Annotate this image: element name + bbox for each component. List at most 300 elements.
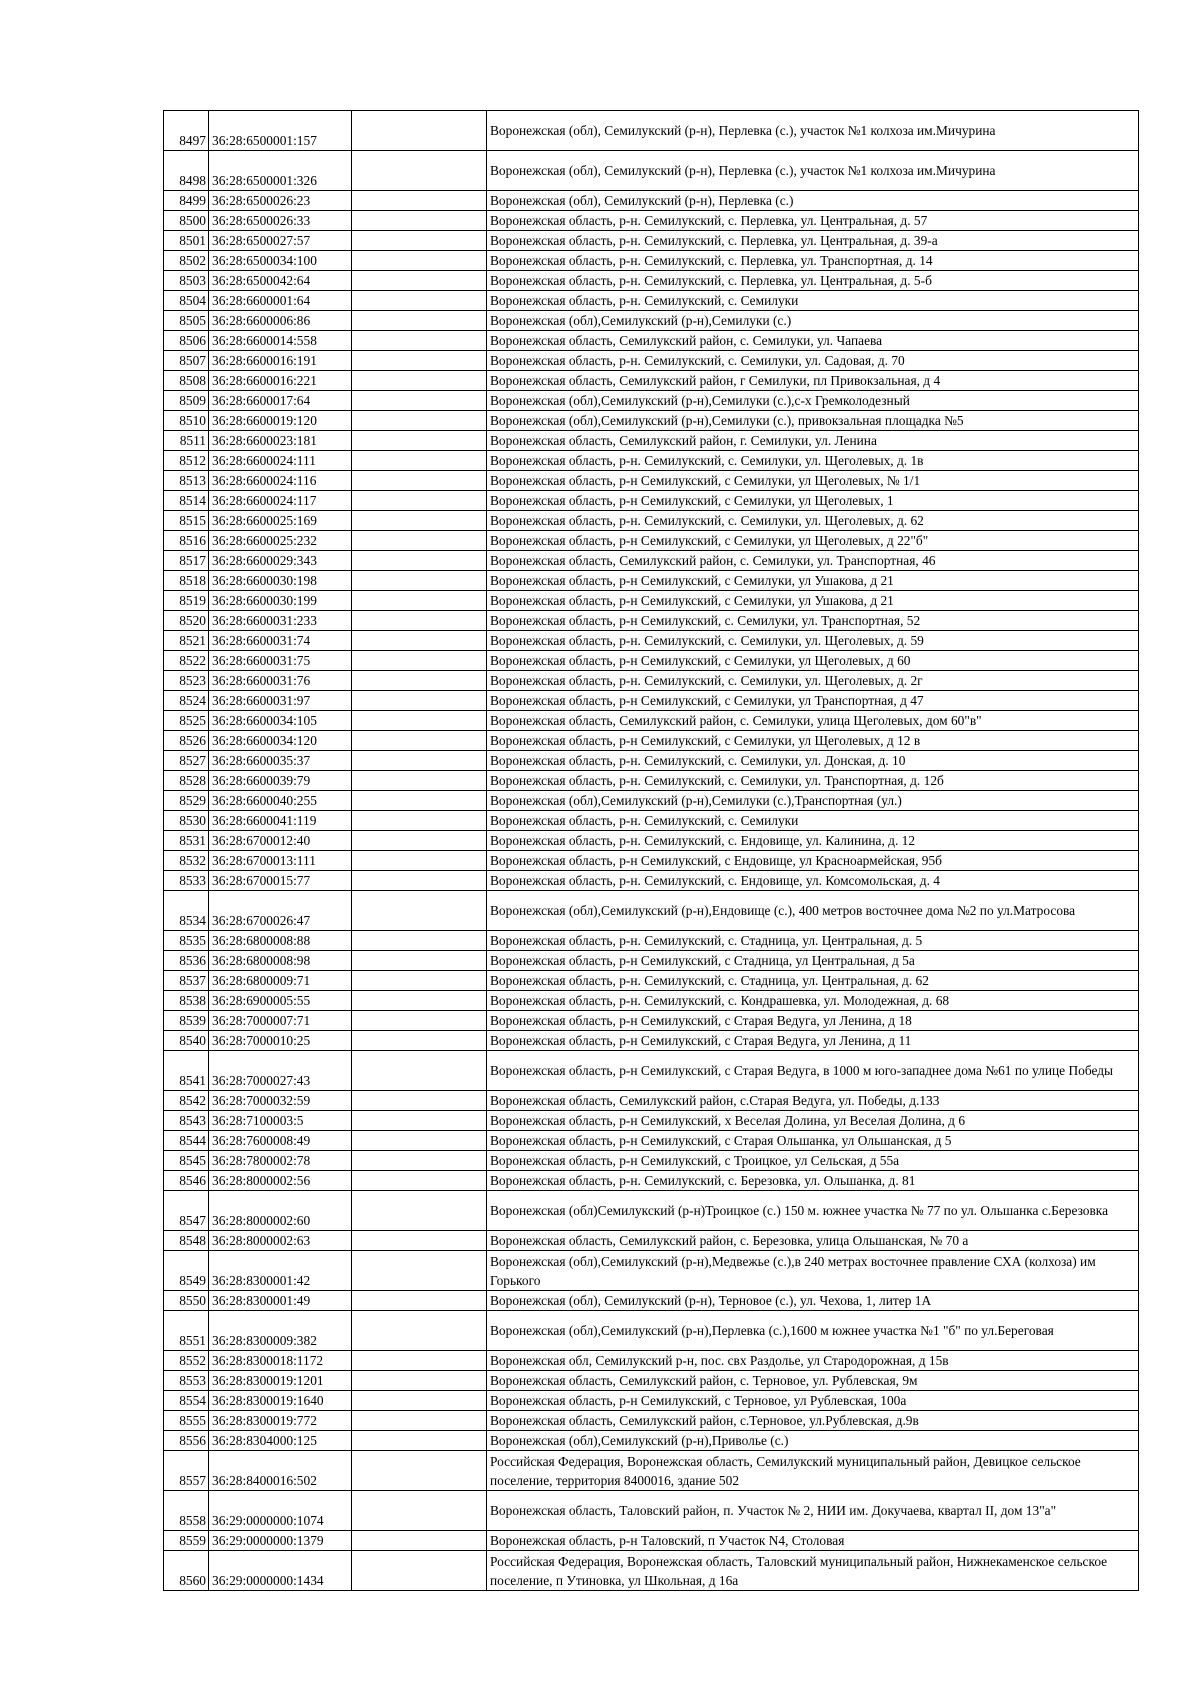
cadastral-number: 36:28:6600019:120 — [209, 411, 352, 431]
row-number: 8526 — [164, 731, 209, 751]
empty-cell — [352, 451, 487, 471]
empty-cell — [352, 891, 487, 931]
row-number: 8556 — [164, 1431, 209, 1451]
table-row — [164, 1311, 1139, 1351]
address: Воронежская область, р-н. Семилукский, с. Стадница, ул. Центральная, д. 5 — [487, 931, 1139, 951]
row-number: 8537 — [164, 971, 209, 991]
address: Воронежская область, Семилукский район, с. Семилуки, ул. Чапаева — [487, 331, 1139, 351]
cadastral-number: 36:28:6500026:33 — [209, 211, 352, 231]
cadastral-number: 36:28:6600016:191 — [209, 351, 352, 371]
empty-cell — [352, 771, 487, 791]
table-row — [164, 251, 1139, 271]
cadastral-number: 36:28:6600031:75 — [209, 651, 352, 671]
cadastral-number: 36:28:8000002:63 — [209, 1231, 352, 1251]
row-number: 8550 — [164, 1291, 209, 1311]
row-number: 8504 — [164, 291, 209, 311]
table-row — [164, 371, 1139, 391]
address: Воронежская область, р-н Семилукский, с Семилуки, ул Транспортная, д 47 — [487, 691, 1139, 711]
row-number: 8543 — [164, 1111, 209, 1131]
table-row — [164, 1231, 1139, 1251]
address: Воронежская область, р-н Семилукский, с Троицкое, ул Сельская, д 55а — [487, 1151, 1139, 1171]
cadastral-number: 36:28:6600025:232 — [209, 531, 352, 551]
empty-cell — [352, 1231, 487, 1251]
table-row — [164, 891, 1139, 931]
table-row — [164, 111, 1139, 151]
cadastral-number: 36:28:6600001:64 — [209, 291, 352, 311]
empty-cell — [352, 1151, 487, 1171]
empty-cell — [352, 1131, 487, 1151]
empty-cell — [352, 1311, 487, 1351]
row-number: 8528 — [164, 771, 209, 791]
empty-cell — [352, 691, 487, 711]
empty-cell — [352, 391, 487, 411]
row-number: 8497 — [164, 111, 209, 151]
row-number: 8540 — [164, 1031, 209, 1051]
cadastral-number: 36:28:6500001:157 — [209, 111, 352, 151]
address: Воронежская область, Семилукский район, г. Семилуки, ул. Ленина — [487, 431, 1139, 451]
cadastral-number: 36:28:6500042:64 — [209, 271, 352, 291]
table-row — [164, 531, 1139, 551]
cadastral-number: 36:28:6600017:64 — [209, 391, 352, 411]
empty-cell — [352, 1351, 487, 1371]
table-row — [164, 691, 1139, 711]
address: Воронежская область, р-н. Семилукский, с. Перлевка, ул. Центральная, д. 39-а — [487, 231, 1139, 251]
empty-cell — [352, 831, 487, 851]
cadastral-number: 36:28:8000002:56 — [209, 1171, 352, 1191]
cadastral-number: 36:28:6600030:199 — [209, 591, 352, 611]
cadastral-number: 36:28:6700015:77 — [209, 871, 352, 891]
cadastral-number: 36:28:6600024:117 — [209, 491, 352, 511]
row-number: 8551 — [164, 1311, 209, 1351]
table-row — [164, 1371, 1139, 1391]
address: Воронежская (обл),Семилукский (р-н),Приволье (с.) — [487, 1431, 1139, 1451]
table-row — [164, 551, 1139, 571]
table-row — [164, 1531, 1139, 1551]
empty-cell — [352, 1291, 487, 1311]
row-number: 8502 — [164, 251, 209, 271]
address: Воронежская область, Семилукский район, г Семилуки, пл Привокзальная, д 4 — [487, 371, 1139, 391]
cadastral-number: 36:28:7800002:78 — [209, 1151, 352, 1171]
table-row — [164, 1491, 1139, 1531]
empty-cell — [352, 1551, 487, 1591]
row-number: 8530 — [164, 811, 209, 831]
row-number: 8510 — [164, 411, 209, 431]
empty-cell — [352, 511, 487, 531]
row-number: 8520 — [164, 611, 209, 631]
row-number: 8547 — [164, 1191, 209, 1231]
address: Воронежская область, р-н. Семилукский, с. Семилуки, ул. Садовая, д. 70 — [487, 351, 1139, 371]
row-number: 8500 — [164, 211, 209, 231]
table-row — [164, 1191, 1139, 1231]
empty-cell — [352, 751, 487, 771]
empty-cell — [352, 351, 487, 371]
row-number: 8554 — [164, 1391, 209, 1411]
row-number: 8541 — [164, 1051, 209, 1091]
row-number: 8513 — [164, 471, 209, 491]
empty-cell — [352, 1451, 487, 1491]
table-row — [164, 931, 1139, 951]
row-number: 8524 — [164, 691, 209, 711]
row-number: 8553 — [164, 1371, 209, 1391]
address: Воронежская область, р-н. Семилукский, с. Перлевка, ул. Транспортная, д. 14 — [487, 251, 1139, 271]
empty-cell — [352, 671, 487, 691]
address: Воронежская область, р-н. Семилукский, с. Семилуки, ул. Щеголевых, д. 62 — [487, 511, 1139, 531]
empty-cell — [352, 1051, 487, 1091]
address: Воронежская область, р-н Семилукский, с Старая Ведуга, ул Ленина, д 11 — [487, 1031, 1139, 1051]
cadastral-number: 36:28:6600031:97 — [209, 691, 352, 711]
cadastral-number: 36:28:6600024:116 — [209, 471, 352, 491]
row-number: 8508 — [164, 371, 209, 391]
table-row — [164, 1011, 1139, 1031]
table-row — [164, 671, 1139, 691]
empty-cell — [352, 191, 487, 211]
address: Воронежская область, Семилукский район, с. Семилуки, ул. Транспортная, 46 — [487, 551, 1139, 571]
table-row — [164, 1431, 1139, 1451]
address: Воронежская (обл), Семилукский (р-н), Перлевка (с.), участок №1 колхоза им.Мичурина — [487, 151, 1139, 191]
empty-cell — [352, 991, 487, 1011]
cadastral-number: 36:28:8300018:1172 — [209, 1351, 352, 1371]
cadastral-number: 36:28:6900005:55 — [209, 991, 352, 1011]
row-number: 8559 — [164, 1531, 209, 1551]
address: Воронежская область, р-н. Семилукский, с. Перлевка, ул. Центральная, д. 5-б — [487, 271, 1139, 291]
address: Воронежская область, р-н. Семилукский, с. Семилуки, ул. Щеголевых, д. 2г — [487, 671, 1139, 691]
row-number: 8522 — [164, 651, 209, 671]
address: Воронежская область, р-н Семилукский, с Семилуки, ул Щеголевых, № 1/1 — [487, 471, 1139, 491]
address: Воронежская область, р-н Семилукский, с Семилуки, ул Щеголевых, д 12 в — [487, 731, 1139, 751]
cadastral-number: 36:28:8300001:49 — [209, 1291, 352, 1311]
address: Воронежская (обл),Семилукский (р-н),Семилуки (с.),с-х Гремколодезный — [487, 391, 1139, 411]
row-number: 8505 — [164, 311, 209, 331]
row-number: 8552 — [164, 1351, 209, 1371]
table-row — [164, 1051, 1139, 1091]
address: Воронежская область, р-н. Семилукский, с. Семилуки — [487, 291, 1139, 311]
table-row — [164, 1131, 1139, 1151]
address: Воронежская область, р-н Семилукский, с Терновое, ул Рублевская, 100а — [487, 1391, 1139, 1411]
address: Воронежская (обл),Семилукский (р-н),Медвежье (с.),в 240 метрах восточнее правление СХА (колхоза) им Горького — [487, 1251, 1139, 1291]
table-row — [164, 471, 1139, 491]
empty-cell — [352, 431, 487, 451]
cadastral-number: 36:28:6800008:98 — [209, 951, 352, 971]
cadastral-number: 36:28:6600031:76 — [209, 671, 352, 691]
cadastral-number: 36:28:6600039:79 — [209, 771, 352, 791]
cadastral-number: 36:28:6600024:111 — [209, 451, 352, 471]
cadastral-number: 36:28:7000032:59 — [209, 1091, 352, 1111]
empty-cell — [352, 851, 487, 871]
cadastral-number: 36:28:6500001:326 — [209, 151, 352, 191]
row-number: 8512 — [164, 451, 209, 471]
row-number: 8501 — [164, 231, 209, 251]
cadastral-number: 36:28:6600030:198 — [209, 571, 352, 591]
empty-cell — [352, 931, 487, 951]
row-number: 8539 — [164, 1011, 209, 1031]
cadastral-number: 36:28:6600014:558 — [209, 331, 352, 351]
empty-cell — [352, 371, 487, 391]
address: Воронежская (обл), Семилукский (р-н), Перлевка (с.) — [487, 191, 1139, 211]
cadastral-number: 36:29:0000000:1434 — [209, 1551, 352, 1591]
address: Воронежская (обл),Семилукский (р-н),Перлевка (с.),1600 м южнее участка №1 "б" по ул.Береговая — [487, 1311, 1139, 1351]
address: Воронежская область, р-н Семилукский, с Семилуки, ул Щеголевых, д 60 — [487, 651, 1139, 671]
empty-cell — [352, 871, 487, 891]
empty-cell — [352, 711, 487, 731]
row-number: 8516 — [164, 531, 209, 551]
empty-cell — [352, 531, 487, 551]
table-row — [164, 591, 1139, 611]
row-number: 8555 — [164, 1411, 209, 1431]
address: Воронежская область, р-н Семилукский, с Семилуки, ул Щеголевых, 1 — [487, 491, 1139, 511]
cadastral-number: 36:28:8300019:1640 — [209, 1391, 352, 1411]
empty-cell — [352, 271, 487, 291]
empty-cell — [352, 311, 487, 331]
table-row — [164, 1451, 1139, 1491]
cadastral-number: 36:29:0000000:1074 — [209, 1491, 352, 1531]
row-number: 8535 — [164, 931, 209, 951]
cadastral-number: 36:28:6800008:88 — [209, 931, 352, 951]
table-row — [164, 811, 1139, 831]
table-row — [164, 1291, 1139, 1311]
empty-cell — [352, 571, 487, 591]
table-row — [164, 571, 1139, 591]
address: Воронежская (обл),Семилукский (р-н),Семилуки (с.), привокзальная площадка №5 — [487, 411, 1139, 431]
table-row — [164, 431, 1139, 451]
table-row — [164, 1551, 1139, 1591]
empty-cell — [352, 231, 487, 251]
empty-cell — [352, 1411, 487, 1431]
cadastral-number: 36:28:6600023:181 — [209, 431, 352, 451]
row-number: 8521 — [164, 631, 209, 651]
table-row — [164, 1391, 1139, 1411]
empty-cell — [352, 651, 487, 671]
table-row — [164, 851, 1139, 871]
table-row — [164, 651, 1139, 671]
empty-cell — [352, 111, 487, 151]
address: Воронежская область, р-н. Семилукский, с. Семилуки, ул. Донская, д. 10 — [487, 751, 1139, 771]
empty-cell — [352, 471, 487, 491]
address: Воронежская область, р-н Семилукский, с Старая Ольшанка, ул Ольшанская, д 5 — [487, 1131, 1139, 1151]
cadastral-number: 36:28:8300001:42 — [209, 1251, 352, 1291]
table-row — [164, 1091, 1139, 1111]
empty-cell — [352, 1391, 487, 1411]
empty-cell — [352, 811, 487, 831]
table-row — [164, 271, 1139, 291]
property-table — [163, 110, 1139, 1591]
cadastral-number: 36:28:6600006:86 — [209, 311, 352, 331]
table-row — [164, 151, 1139, 191]
empty-cell — [352, 1171, 487, 1191]
table-row — [164, 1411, 1139, 1431]
table-row — [164, 1111, 1139, 1131]
cadastral-number: 36:28:8300019:1201 — [209, 1371, 352, 1391]
cadastral-number: 36:28:6600040:255 — [209, 791, 352, 811]
address: Российская Федерация, Воронежская область, Таловский муниципальный район, Нижнекаменское сельское поселение, п Утиновка, ул Школьная, д 16а — [487, 1551, 1139, 1591]
row-number: 8507 — [164, 351, 209, 371]
address: Воронежская область, р-н. Семилукский, с. Кондрашевка, ул. Молодежная, д. 68 — [487, 991, 1139, 1011]
row-number: 8511 — [164, 431, 209, 451]
table-row — [164, 231, 1139, 251]
cadastral-number: 36:28:6600041:119 — [209, 811, 352, 831]
cadastral-number: 36:28:6600029:343 — [209, 551, 352, 571]
row-number: 8525 — [164, 711, 209, 731]
address: Воронежская область, Семилукский район, с.Терновое, ул.Рублевская, д.9в — [487, 1411, 1139, 1431]
empty-cell — [352, 151, 487, 191]
address: Воронежская (обл),Семилукский (р-н),Ендовище (с.), 400 метров восточнее дома №2 по ул.Матросова — [487, 891, 1139, 931]
table-row — [164, 311, 1139, 331]
address: Воронежская область, р-н. Семилукский, с. Семилуки, ул. Транспортная, д. 12б — [487, 771, 1139, 791]
row-number: 8531 — [164, 831, 209, 851]
address: Воронежская область, Семилукский район, с. Березовка, улица Ольшанская, № 70 а — [487, 1231, 1139, 1251]
table-row — [164, 1031, 1139, 1051]
cadastral-number: 36:28:6500027:57 — [209, 231, 352, 251]
address: Воронежская область, р-н Семилукский, с Стадница, ул Центральная, д 5а — [487, 951, 1139, 971]
address: Воронежская (обл)Семилукский (р-н)Троицкое (с.) 150 м. южнее участка № 77 по ул. Ольшанка с.Березовка — [487, 1191, 1139, 1231]
row-number: 8527 — [164, 751, 209, 771]
table-row — [164, 451, 1139, 471]
table-row — [164, 831, 1139, 851]
cadastral-number: 36:28:6600034:105 — [209, 711, 352, 731]
empty-cell — [352, 1431, 487, 1451]
address: Воронежская область, Таловский район, п. Участок № 2, НИИ им. Докучаева, квартал II, дом 13"а" — [487, 1491, 1139, 1531]
table-row — [164, 951, 1139, 971]
row-number: 8506 — [164, 331, 209, 351]
address: Воронежская область, р-н. Семилукский, с. Ендовище, ул. Комсомольская, д. 4 — [487, 871, 1139, 891]
row-number: 8532 — [164, 851, 209, 871]
address: Воронежская обл, Семилукский р-н, пос. свх Раздолье, ул Стародорожная, д 15в — [487, 1351, 1139, 1371]
row-number: 8509 — [164, 391, 209, 411]
table-row — [164, 1351, 1139, 1371]
address: Воронежская область, р-н. Семилукский, с. Березовка, ул. Ольшанка, д. 81 — [487, 1171, 1139, 1191]
address: Воронежская область, р-н Семилукский, с Семилуки, ул Щеголевых, д 22"б" — [487, 531, 1139, 551]
address: Воронежская область, р-н. Семилукский, с. Ендовище, ул. Калинина, д. 12 — [487, 831, 1139, 851]
empty-cell — [352, 1491, 487, 1531]
cadastral-number: 36:28:8000002:60 — [209, 1191, 352, 1231]
row-number: 8517 — [164, 551, 209, 571]
cadastral-number: 36:28:7000010:25 — [209, 1031, 352, 1051]
empty-cell — [352, 1091, 487, 1111]
table-row — [164, 331, 1139, 351]
table-row — [164, 211, 1139, 231]
empty-cell — [352, 1251, 487, 1291]
row-number: 8534 — [164, 891, 209, 931]
table-row — [164, 291, 1139, 311]
register-sheet — [163, 110, 1134, 1591]
cadastral-number: 36:28:6600031:233 — [209, 611, 352, 631]
empty-cell — [352, 791, 487, 811]
empty-cell — [352, 1011, 487, 1031]
address: Воронежская область, р-н Семилукский, с Семилуки, ул Ушакова, д 21 — [487, 591, 1139, 611]
table-row — [164, 511, 1139, 531]
address: Воронежская область, р-н Семилукский, с Ендовище, ул Красноармейская, 95б — [487, 851, 1139, 871]
row-number: 8533 — [164, 871, 209, 891]
row-number: 8557 — [164, 1451, 209, 1491]
cadastral-number: 36:28:6500034:100 — [209, 251, 352, 271]
cadastral-number: 36:28:8300009:382 — [209, 1311, 352, 1351]
empty-cell — [352, 1031, 487, 1051]
cadastral-number: 36:28:6700013:111 — [209, 851, 352, 871]
row-number: 8529 — [164, 791, 209, 811]
cadastral-number: 36:28:6700012:40 — [209, 831, 352, 851]
empty-cell — [352, 491, 487, 511]
row-number: 8518 — [164, 571, 209, 591]
cadastral-number: 36:28:6500026:23 — [209, 191, 352, 211]
row-number: 8538 — [164, 991, 209, 1011]
address: Воронежская область, р-н Семилукский, с Старая Ведуга, ул Ленина, д 18 — [487, 1011, 1139, 1031]
row-number: 8560 — [164, 1551, 209, 1591]
table-row — [164, 611, 1139, 631]
cadastral-number: 36:28:6600034:120 — [209, 731, 352, 751]
empty-cell — [352, 951, 487, 971]
address: Воронежская область, Семилукский район, с. Терновое, ул. Рублевская, 9м — [487, 1371, 1139, 1391]
empty-cell — [352, 291, 487, 311]
empty-cell — [352, 971, 487, 991]
empty-cell — [352, 331, 487, 351]
table-row — [164, 731, 1139, 751]
row-number: 8542 — [164, 1091, 209, 1111]
empty-cell — [352, 551, 487, 571]
address: Воронежская область, Семилукский район, с. Семилуки, улица Щеголевых, дом 60"в" — [487, 711, 1139, 731]
address: Воронежская область, р-н. Семилукский, с. Стадница, ул. Центральная, д. 62 — [487, 971, 1139, 991]
cadastral-number: 36:28:6600035:37 — [209, 751, 352, 771]
row-number: 8519 — [164, 591, 209, 611]
empty-cell — [352, 611, 487, 631]
table-row — [164, 191, 1139, 211]
row-number: 8549 — [164, 1251, 209, 1291]
cadastral-number: 36:28:8304000:125 — [209, 1431, 352, 1451]
empty-cell — [352, 251, 487, 271]
cadastral-number: 36:28:6600031:74 — [209, 631, 352, 651]
table-row — [164, 491, 1139, 511]
empty-cell — [352, 1191, 487, 1231]
empty-cell — [352, 1371, 487, 1391]
row-number: 8514 — [164, 491, 209, 511]
table-row — [164, 631, 1139, 651]
address: Воронежская область, р-н. Семилукский, с. Семилуки — [487, 811, 1139, 831]
row-number: 8503 — [164, 271, 209, 291]
address: Воронежская область, р-н Семилукский, с Семилуки, ул Ушакова, д 21 — [487, 571, 1139, 591]
address: Воронежская область, р-н. Семилукский, с. Семилуки, ул. Щеголевых, д. 1в — [487, 451, 1139, 471]
property-table-body — [164, 111, 1139, 1591]
cadastral-number: 36:29:0000000:1379 — [209, 1531, 352, 1551]
cadastral-number: 36:28:7000027:43 — [209, 1051, 352, 1091]
row-number: 8548 — [164, 1231, 209, 1251]
empty-cell — [352, 1531, 487, 1551]
table-row — [164, 971, 1139, 991]
row-number: 8498 — [164, 151, 209, 191]
cadastral-number: 36:28:8300019:772 — [209, 1411, 352, 1431]
cadastral-number: 36:28:8400016:502 — [209, 1451, 352, 1491]
table-row — [164, 991, 1139, 1011]
address: Воронежская область, р-н. Семилукский, с. Перлевка, ул. Центральная, д. 57 — [487, 211, 1139, 231]
cadastral-number: 36:28:6600016:221 — [209, 371, 352, 391]
address: Воронежская область, р-н Семилукский, с. Семилуки, ул. Транспортная, 52 — [487, 611, 1139, 631]
address: Воронежская (обл),Семилукский (р-н),Семилуки (с.) — [487, 311, 1139, 331]
table-row — [164, 391, 1139, 411]
address: Воронежская (обл), Семилукский (р-н), Перлевка (с.), участок №1 колхоза им.Мичурина — [487, 111, 1139, 151]
row-number: 8515 — [164, 511, 209, 531]
row-number: 8523 — [164, 671, 209, 691]
cadastral-number: 36:28:7100003:5 — [209, 1111, 352, 1131]
cadastral-number: 36:28:7600008:49 — [209, 1131, 352, 1151]
address: Воронежская (обл),Семилукский (р-н),Семилуки (с.),Транспортная (ул.) — [487, 791, 1139, 811]
table-row — [164, 871, 1139, 891]
address: Российская Федерация, Воронежская область, Семилукский муниципальный район, Девицкое сельское поселение, территория 8400016, здание 502 — [487, 1451, 1139, 1491]
empty-cell — [352, 631, 487, 651]
table-row — [164, 791, 1139, 811]
table-row — [164, 1251, 1139, 1291]
table-row — [164, 771, 1139, 791]
row-number: 8536 — [164, 951, 209, 971]
row-number: 8558 — [164, 1491, 209, 1531]
table-row — [164, 751, 1139, 771]
address: Воронежская область, р-н Таловский, п Участок N4, Столовая — [487, 1531, 1139, 1551]
